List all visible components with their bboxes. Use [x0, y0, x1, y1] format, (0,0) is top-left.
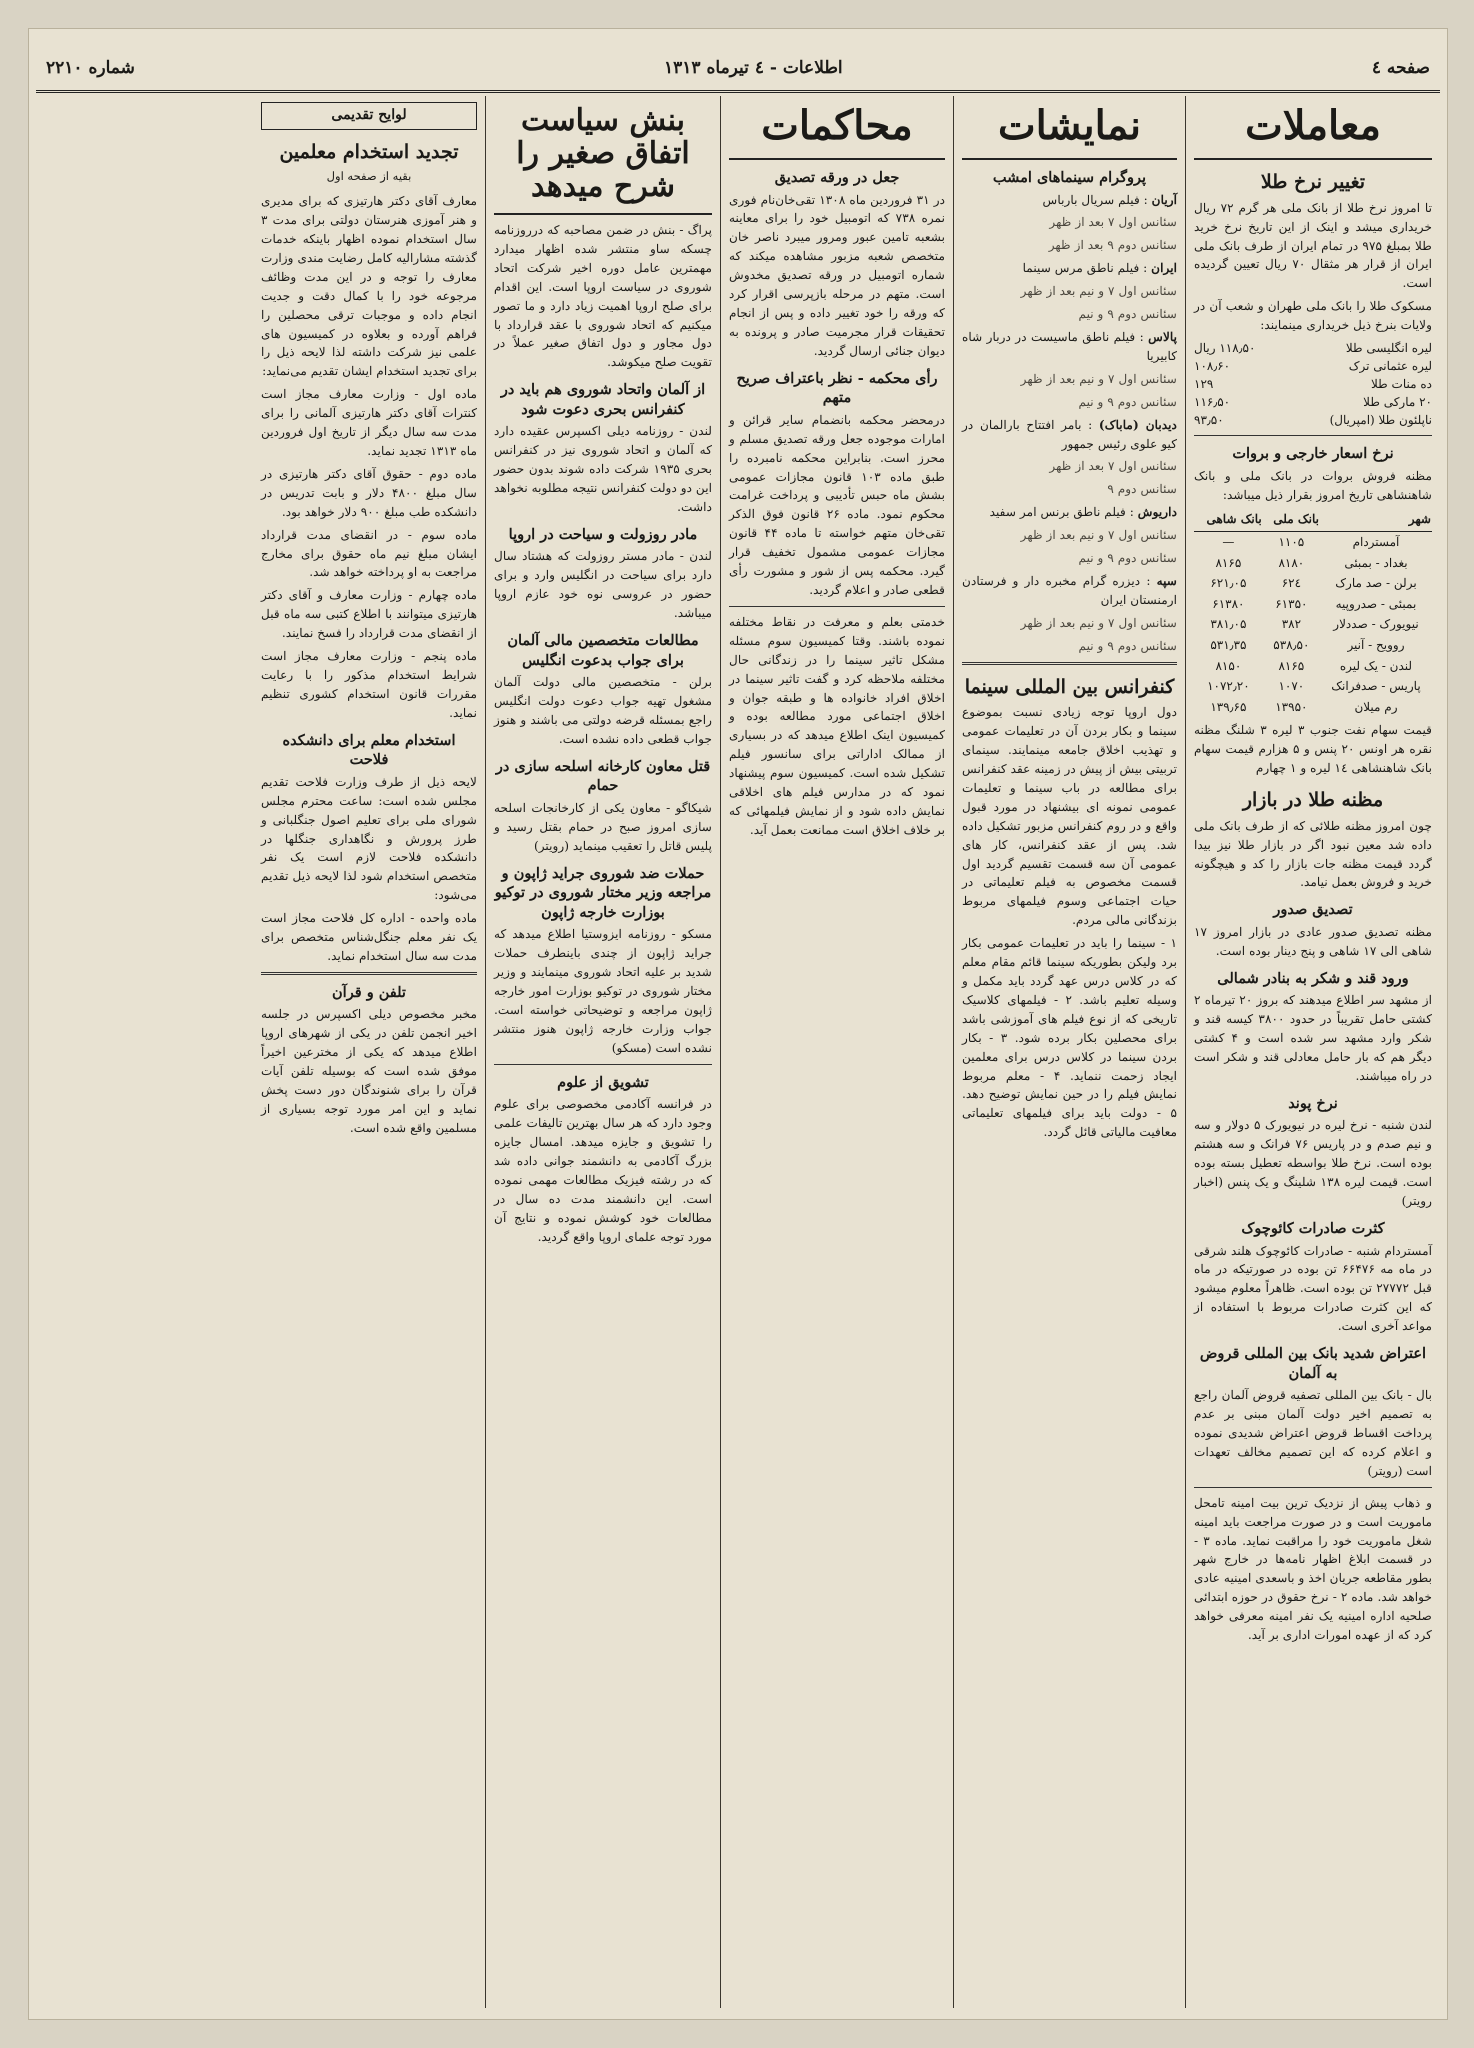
faculty-body: لایحه ذیل از طرف وزارت فلاحت تقدیم مجلس شده است: ساعت محترم مجلس شورای ملی برای تعلیم اصول جنگلبانی و طرز پرورش و نگاهداری جنگلها در دانشکده فلاحت لازم است یک نفر متخصص استخدام شود لذا لایحه ذیل تقدیم می‌شود: — [261, 774, 477, 903]
loan-title: اعتراض شدید بانک بین المللی قروض به آلمان — [1199, 1345, 1427, 1382]
table-row — [1194, 532, 1432, 553]
experts-title: مطالعات متخصصین مالی آلمان برای جواب بدعوت انگلیس — [507, 632, 699, 669]
naval-title: از آلمان واتحاد شوروی هم باید در کنفرانس بحری دعوت شود — [500, 381, 706, 418]
bills-title: تجدید استخدام معلمین — [279, 140, 459, 163]
table-row — [1194, 676, 1432, 697]
divider — [962, 662, 1177, 665]
list-item: دیدبان (ماباک) : بامر افتتاح بارالمان در کیو علوی رئیس جمهور سئانس اول ۷ بعد از ظهر سئانس دوم ۹ — [962, 416, 1177, 500]
column-politics — [485, 96, 720, 2008]
bill-article: ماده دوم - حقوق آقای دکتر هارتیزی در سال مبلغ ۴۸۰۰ دلار و بابت تدریس در دانشکده طب مبلغ ۹۰۰ دلار خواهد بود. — [261, 466, 477, 519]
ships-body: از مشهد سر اطلاع میدهند که بروز ۲۰ تیرماه ۲ کشتی حامل تقریباً در حدود ۳۸۰۰ کیسه قند و شکر وارد مشهد سر شده است و ۴ کشتی دیگر هم که بار حامل معادلی قند و شکر است در راه میباشند. — [1194, 993, 1433, 1083]
science-body: در فرانسه آکادمی مخصوصی برای علوم وجود دارد که هر سال بهترین تالیفات علمی را تشویق و جایزه میدهد. امسال جایزه بزرگ آکادمی به دانشمند جوانی داده شد که در رشته فیزیک مطالعات مهمی نموده است. این دانشمند مدت ده سال در مطالعات خود کوشش نموده و نتایج آن مورد توجه علمای اروپا واقع گردید. — [494, 1097, 712, 1244]
fx-city: نیویورک - صددلار — [1333, 617, 1419, 632]
cinema-film: فیلم ناطق مرس سینما — [1022, 261, 1140, 276]
faculty-title: استخدام معلم برای دانشکده فلاحت — [282, 731, 456, 769]
fx-city: لندن - یک لیره — [1339, 658, 1413, 673]
fx-melli: ۱۱۰۵ — [1278, 535, 1305, 549]
cinema-name: دیدبان (ماباک) — [1098, 417, 1177, 432]
fx-shahi: ۱۳۹٫۶۵ — [1210, 699, 1247, 714]
cinema-film: فیلم سریال بارباس — [1042, 192, 1140, 207]
coin-price: ۱۰۸٫۶۰ — [1194, 359, 1231, 374]
shows-banner: نمایشات — [962, 96, 1177, 160]
cinema-show: سئانس دوم ۹ و نیم — [1078, 394, 1177, 409]
cinema-name: سپه — [1156, 573, 1177, 588]
fx-intro: مظنه فروش بروات در بانک ملی و بانک شاهنشاهی تاریخ امروز بقرار ذیل میباشد: — [1194, 468, 1432, 502]
fx-shahi: ۵۳۱٫۳۵ — [1210, 637, 1247, 652]
fx-city: بمبئی - صدروپیه — [1335, 596, 1417, 611]
ships-title: ورود قند و شکر به بنادر شمالی — [1217, 969, 1409, 987]
continued-note: بقیه از صفحه اول — [326, 169, 412, 184]
coin-price: ۱۱۶٫۵۰ — [1194, 395, 1231, 410]
coin-price: ۱۲۹ — [1194, 377, 1214, 392]
conference-title: کنفرانس بین المللی سینما — [964, 675, 1175, 698]
decree-body: و ذهاب پیش از نزدیک ترین بیت امینه تامحل ماموریت است و در صورت مراجعت باید امینه شغل ماموریت خود را مراقبت نماید. ماده ۳ - در قسمت ابلاغ اظهار نامه‌ها در خارج شهر بطور مقاطعه جریان اخذ و باسعدی امینیه عادی خواهد شد. ماده ۲ - نرخ حقوق در حوزه ابتدائی صلحیه اداره امینیه یک نفر امینه معرفی خواهد کرد که از عهده امورات اداری بر آید. — [1194, 1495, 1432, 1643]
fx-shahi: ۸۱۶۵ — [1215, 555, 1242, 570]
bill-article: ماده پنجم - وزارت معارف مجاز است شرایط استخدام مذکور را با رعایت مقررات قانون استخدام کشوری تنظیم نماید. — [261, 649, 477, 720]
page-label: صفحه ٤ — [1371, 58, 1430, 78]
bill-article: ماده اول - وزارت معارف مجاز است کنترات آقای دکتر هارتیزی آلمانی را برای مدت سه سال دیگر از تاریخ اول فروردین ماه ۱۳۱۳ تجدید نماید. — [261, 387, 477, 458]
list-item: سپه : دیزره گرام مخبره دار و فرستادن ارمنستان ایران سئانس اول ۷ و نیم بعد از ظهر سئانس دوم ۹ و نیم — [962, 572, 1177, 656]
forgery-title: جعل در ورقه تصدیق — [774, 169, 900, 186]
conference-body: دول اروپا توجه زیادی نسبت بموضوع سینما و بکار بردن آن در تعلیمات عمومی و تهذیب اخلاق جامعه مینمایند. سینمای تربیتی بیش از پیش در زمینه عقد کنفرانس برای مطالعه در باب سینما و تعلیمات عمومی نمونه ای بیشنهاد در مورد قبول واقع و در روم کنفرانس مزبور تشکیل داده شد. پس از عقد کنفرانس، کار های عمومی آن سه قسمت تقسیم گردید اول قسمت مخصوص به فیلم تعلیماتی در حیات اجتماعی وسوم فیلمهای مربوط بزندگانی مالی مردم. — [962, 705, 1177, 928]
divider — [494, 1064, 712, 1065]
fx-melli: ۱۰۷۰ — [1278, 679, 1305, 694]
bill-article: ماده چهارم - وزارت معارف و آقای دکتر هارتیزی میتوانند با اطلاع کتبی سه ماه قبل از انقضای مدت قرارداد را فسخ نمایند. — [261, 588, 477, 641]
factory-title: قتل معاون کارخانه اسلحه سازی در حمام — [495, 757, 711, 795]
fx-shahi: ۶۱۳۸۰ — [1212, 596, 1245, 611]
newspaper-page — [28, 28, 1448, 2020]
issue-label: شماره ٢٢١٠ — [46, 58, 135, 78]
naval-body: لندن - روزنامه دیلی اکسپرس عقیده دارد که آلمان و اتحاد شوروی نیز در کنفرانس بحری ۱۹۳۵ شرکت داده شوند بدون حضور این دو دولت کنفرانس نتیجه مطلوبه نخواهد داشت. — [494, 424, 712, 514]
fx-melli: ۱۳۹۵۰ — [1275, 699, 1308, 714]
fx-city: آمستردام — [1352, 535, 1400, 549]
tourism-body: لندن - مادر مستر روزولت که هشتاد سال دارد برای سیاحت در انگلیس وارد و برای حضور در عروسی نوه خود عازم اروپا میباشد. — [494, 549, 712, 621]
column-bills — [253, 96, 485, 2008]
experts-body: برلن - متخصصین مالی دولت آلمان مشغول تهیه جواب دعوت دولت انگلیس راجع بمسئله قرضه دولتی می باشند و هنوز جواب قطعی داده نشده است. — [494, 675, 712, 746]
cinema-show: سئانس اول ۷ بعد از ظهر — [1049, 459, 1177, 474]
cinema-film: فیلم ناطق برنس امر سفید — [989, 505, 1126, 520]
pound-body: لندن شنبه - نرخ لیره در نیویورک ۵ دولار و سه و نیم صدم و در پاریس ۷۶ فرانک و سه هشتم بوده است. نرخ طلا بواسطه تعطیل بسته بوده است. قیمت لیره ۱۳۸ شلینگ و یک پنس (اخبار رویتر) — [1194, 1118, 1432, 1209]
forgery-body: در ۳۱ فروردین ماه ۱۳۰۸ تقی‌خان‌نام فوری نمره ۷۳۸ که اتومبیل خود را برای معاینه بشعبه تامین عبور ومرور میبرد ناصر خان متخصص شعبه مزبور مشاهده میکند که شماره اتومبیل در ورقه تصدیق مخدوش است. متهم در مرحله بازپرسی اقرار کرد که ورقه را خود تغییر داده و پس از انجام تحقیقات قرار مجرمیت صادر و پرونده به دیوان جنائی ارسال گردید. — [729, 192, 946, 358]
cinema-name: ایران — [1151, 261, 1177, 276]
verdict-body: درمحضر محکمه بانضمام سایر قرائن و امارات موجوده جعل ورقه تصدیق مسلم و محرز است. بنابراین محکمه نامبرده را طبق ماده ۱۰۳ قانون مجازات عمومی بشش ماه حبس تأدیبی و پرداخت غرامت محکوم نمود. ماده ۲۶ قانون فوق الذکر تقی‌خان متهم خواسته تا ماده ۴۴ قانون مجازات عمومی مشمول تخفیف قرار گیرد. محکمه پس از شور و مشورت رأی قطعی صادر و اعلام گردید. — [729, 412, 945, 597]
fx-title: نرخ اسعار خارجی و بروات — [1232, 445, 1394, 463]
fx-shahi: ۸۱۵۰ — [1215, 658, 1242, 673]
coin-row — [1194, 339, 1432, 357]
coin-price: ۹۳٫۵۰ — [1194, 413, 1224, 428]
fx-city: روویح - آنیر — [1347, 637, 1405, 652]
japan-body: مسکو - روزنامه ایزوستیا اطلاع میدهد که جراید ژاپون از چندی باینطرف حملات شدید بر علیه اتحاد شوروی مینمایند و وزیر مختار شوروی در توکیو بوزارت امور خارجه ژاپون مراجعه و توضیحاتی خواسته است. جواب وزارت خارجه ژاپون هنوز منتشر نشده است (مسکو) — [494, 927, 712, 1055]
trials-banner: محاکمات — [729, 96, 945, 160]
gold-body: تا امروز نرخ طلا از بانک ملی هر گرم ۷۲ ریال خریداری میشد و اینک از این تاریخ نرخ خرید طلا بمبلغ ۹۷۵ در تمام ایران از طرف بانک ملی ایران از قرار هر مثقال ۷۰ ریال تعیین گردیده است. — [1194, 200, 1432, 291]
divider — [729, 606, 945, 607]
telephone-title: تلفن و قرآن — [332, 983, 406, 1001]
divider — [261, 972, 477, 975]
date-line: اطلاعات - ٤ تیرماه ١٣١٣ — [664, 58, 843, 78]
fx-table — [1194, 508, 1432, 717]
politics-lead: پراگ - بنش در ضمن مصاحبه که درروزنامه چسکه ساو منتشر شده اظهار میدارد مهمترین عامل دوره اخیر شرکت اتحاد شوروی در سیاست اروپا است. این اقدام برای صلح اروپا اهمیت زیاد دارد و ما تصور میکنیم که اتحاد شوروی با عقد قرارداد با دول مجاور و دول اتفاق صغیر عملاً در تقویت صلح میکوشد. — [494, 223, 712, 370]
tourism-title: مادر روزولت و سیاحت در اروپا — [508, 525, 698, 543]
cinema-show: سئانس دوم ۹ و نیم — [1078, 638, 1177, 653]
fx-melli: ۶۱۳۵۰ — [1275, 596, 1308, 611]
cinema-list — [962, 191, 1177, 656]
fx-header-cell: شهر — [1320, 508, 1432, 531]
table-row — [1194, 573, 1432, 594]
cinema-show: سئانس دوم ۹ بعد از ظهر — [1048, 238, 1177, 253]
science-title: تشویق از علوم — [557, 1073, 649, 1091]
fx-melli: ۶۲٤ — [1281, 576, 1302, 591]
cinema-show: سئانس اول ۷ و نیم بعد از ظهر — [1020, 528, 1177, 543]
export-title: تصدیق صدور — [1273, 901, 1353, 919]
coin-name: ده منات طلا — [1371, 377, 1432, 392]
cinema-show: سئانس دوم ۹ و نیم — [1078, 551, 1177, 566]
coin-list — [1194, 339, 1432, 429]
fx-header-row — [1194, 508, 1432, 531]
fx-header-cell: بانک شاهی — [1194, 508, 1263, 531]
list-item: پالاس : فیلم ناطق ماسیست در دربار شاه کابیریا سئانس اول ۷ و نیم بعد از ظهر سئانس دوم ۹ و نیم — [962, 328, 1177, 412]
table-row — [1194, 553, 1432, 574]
single-article: ماده واحده - اداره کل فلاحت مجاز است یک نفر معلم جنگل‌شناس متخصص برای مدت سه سال استخدام نماید. — [261, 911, 477, 963]
column-shows — [953, 96, 1185, 2008]
fx-header-cell: بانک ملی — [1263, 508, 1320, 531]
bazaar-title: مظنه طلا در بازار — [1242, 789, 1384, 812]
pound-title: نرخ پوند — [1288, 1094, 1338, 1112]
fx-melli: ۸۱۶۵ — [1278, 658, 1305, 673]
fx-shahi: — — [1222, 535, 1235, 549]
columns — [36, 96, 1440, 2008]
trials-continued-body: خدمتی بعلم و معرفت در نقاط مختلفه نموده باشند. وقتا کمیسیون سوم مسئله مشکل تاثیر سینما را در زندگانی حال مختلفه ملاحظه کرد و گفت تاثیر سینما در اخلاق افراد خانواده ها و طبقه جوان و اخلاق اجتماعی مورد مطالعه بوده و کمیسیون اینک اطلاع میدهد که در بسیاری از ممالک اداراتی برای سانسور فیلم تشکیل شده است. کمیسیون سوم پیشنهاد نمود که در مدارس فیلم های اخلاقی نمایش داده شود و از نمایش فیلمهائی که بر خلاف اخلاق است ممانعت بعمل آید. — [729, 614, 945, 837]
cinema-name: آریان — [1151, 192, 1177, 207]
cinema-show: سئانس دوم ۹ — [1107, 482, 1177, 497]
cinema-name: پالاس — [1148, 330, 1178, 344]
coin-name: لیره انگلیسی طلا — [1345, 341, 1432, 356]
fx-shahi: ۶۲۱٫۰۵ — [1210, 576, 1247, 591]
column-transactions — [1185, 96, 1440, 2008]
table-row — [1194, 614, 1432, 635]
bill-article: ماده سوم - در انقضای مدت قرارداد ایشان مبلغ نیم ماه حقوق برای مخارج مراجعت به او پرداخته خواهد شد. — [261, 527, 477, 580]
list-item: ایران : فیلم ناطق مرس سینما سئانس اول ۷ و نیم بعد از ظهر سئانس دوم ۹ و نیم — [962, 259, 1177, 324]
cinema-name: داریوش — [1137, 505, 1177, 520]
gold-title: تغییر نرخ طلا — [1260, 171, 1366, 193]
table-row — [1194, 635, 1432, 656]
coin-name: لیره عثمانی ترک — [1348, 359, 1432, 374]
bills-header: لوایح تقدیمی — [261, 102, 477, 130]
transactions-banner: معاملات — [1194, 96, 1432, 160]
fx-shahi: ۳۸۱٫۰۵ — [1210, 617, 1247, 632]
cinema-show: سئانس اول ۷ و نیم بعد از ظهر — [1020, 284, 1177, 299]
coin-row — [1194, 393, 1432, 411]
rubber-body: آمستردام شنبه - صادرات کائوچوک هلند شرقی در ماه مه ۶۶۴۷۶ تن بوده در صورتیکه در ماه قبل ۲۷۷۷۲ تن بوده است. ظاهراً معلوم میشود که این کثرت صادرات مربوط با استفاده از مواعد آخری است. — [1194, 1243, 1433, 1334]
cinema-show: سئانس دوم ۹ و نیم — [1078, 307, 1177, 322]
program-title: پروگرام سینماهای امشب — [992, 169, 1147, 186]
bazaar-body: چون امروز مظنه طلائی که از طرف بانک ملی داده شد معین نبود اگر در بازار طلا نیز بیدا گردد قیمت مظنه جات بازار را کد و هیچگونه خرید و فروش بعمل نیامد. — [1194, 818, 1432, 890]
loan-body: بال - بانک بین المللی تصفیه قروض آلمان راجع به تصمیم اخیر دولت آلمان مبنی بر عدم پرداخت اقساط قروض اعتراض شدیدی نموده و اعلام کرده که این تصمیم مخالف تعهدات است (رویتر) — [1194, 1388, 1432, 1478]
fx-melli: ۵۳۸٫۵۰ — [1273, 637, 1310, 652]
cinema-film: بامر افتتاح بارالمان در کیو علوی رئیس جمهور — [962, 417, 1177, 451]
coin-price: ۱۱۸٫۵۰ ریال — [1194, 341, 1256, 356]
telephone-body: مخبر مخصوص دیلی اکسپرس در جلسه اخیر انجمن تلفن در یکی از شهرهای اروپا اطلاع میدهد که یکی از مخترعین اخیراً موفق شده است که بوسیله تلفن آیات قرآن را برای شنوندگان دور دست پخش نماید و این امر مورد توجه بسیاری از مسلمین واقع شده است. — [261, 1007, 477, 1135]
cinema-show: سئانس اول ۷ و نیم بعد از ظهر — [1020, 371, 1177, 386]
fx-shahi: ۱۰۷۲٫۲۰ — [1207, 679, 1250, 694]
list-item: داریوش : فیلم ناطق برنس امر سفید سئانس اول ۷ و نیم بعد از ظهر سئانس دوم ۹ و نیم — [962, 503, 1177, 568]
fx-melli: ۳۸۲ — [1281, 617, 1302, 632]
cinema-show: سئانس اول ۷ و نیم بعد از ظهر — [1020, 615, 1177, 630]
fx-city: پاریس - صدفرانک — [1331, 679, 1421, 694]
export-body: مظنه تصدیق صدور عادی در بازار امروز ۱۷ شاهی الی ۱۷ شاهی و پنج دینار بوده است. — [1194, 924, 1432, 958]
coin-name: ۲۰ مارکی طلا — [1363, 395, 1432, 410]
divider — [1194, 1487, 1432, 1488]
fx-city: رم میلان — [1354, 699, 1398, 714]
coin-row — [1194, 375, 1432, 393]
table-row — [1194, 656, 1432, 677]
factory-body: شیکاگو - معاون یکی از کارخانجات اسلحه سازی امروز صبح در حمام بقتل رسید و پلیس قاتل را تعقیب مینماید (رویتر) — [494, 800, 712, 853]
coin-row — [1194, 411, 1432, 429]
coins-intro: مسکوک طلا را بانک ملی طهران و شعب آن در ولایات بنرخ ذیل خریداری مینمایند: — [1194, 299, 1432, 333]
table-row — [1194, 594, 1432, 615]
fx-city: برلن - صد مارک — [1335, 576, 1417, 591]
cinema-film: فیلم ناطق ماسیست در دربار شاه کابیریا — [962, 330, 1177, 363]
coin-name: ناپلئون طلا (امپریال) — [1329, 413, 1432, 428]
japan-title: حملات ضد شوروی جراید ژاپون و مراجعه وزیر مختار شوروی در توکیو بوزارت خارجه ژاپون — [494, 864, 712, 921]
fx-melli: ۸۱۸۰ — [1278, 555, 1305, 570]
list-item: آریان : فیلم سریال بارباس سئانس اول ۷ بعد از ظهر سئانس دوم ۹ بعد از ظهر — [962, 191, 1177, 256]
cinema-film: دیزره گرام مخبره دار و فرستادن ارمنستان ایران — [962, 573, 1177, 607]
conference-more: ۱ - سینما را باید در تعلیمات عمومی بکار برد ولیکن بطوریکه سینما قائم مقام معلم که در کلاس درس عهد گردد باید مکمل و وسیله تعلیم باشد. ۲ - فیلمهای کلاسیک تاریخی که از نوع فیلم های آموزشی باشد برای محصلین بکار برده شود. ۳ - بکار بردن سینما در کلاس درس برای معلمین ایجاد زحمت ننماید. ۴ - معلم مربوط نمایش فیلم را در حین نمایش توضیح دهد. ۵ - دولت باید برای فیلمهای تعلیماتی معافیت مالیاتی قائل گردد. — [962, 936, 1178, 1140]
fx-note: قیمت سهام نفت جنوب ۳ لیره ۳ شلنگ مظنه نقره هر اونس ۲۰ پنس و ۵ هزارم قیمت سهام بانک شاهنشاهی ۱٤ لیره و ۱ چهارم — [1194, 723, 1432, 776]
rubber-title: کثرت صادرات کائوچوک — [1241, 1219, 1385, 1237]
politics-banner: بنش سیاست اتفاق صغیر را شرح میدهد — [494, 96, 712, 215]
table-row — [1194, 697, 1432, 718]
masthead — [36, 46, 1440, 93]
bills-body: معارف آقای دکتر هارتیزی که برای مدیری و هنر آموزی هنرستان دولتی برای مدت ۳ سال استخدام نموده اظهار باینکه خدمات گذشته مشارالیه کامل رضایت مندی وزارت معارف را توجه و در این مدت وظائف مرجوعه خود را با کمال دقت و جدیت انجام داده و موجبات ترقی محصلین را فراهم آورده و بعلاوه در کمیسیون های علمی نیز شرکت داشته لذا لایحه ذیل را برای تجدید استخدام ایشان تقدیم می‌نماید: — [261, 194, 477, 379]
cinema-show: سئانس اول ۷ بعد از ظهر — [1049, 215, 1177, 230]
coin-row — [1194, 357, 1432, 375]
divider — [1194, 435, 1432, 436]
verdict-title: رأی محکمه - نظر باعتراف صریح متهم — [736, 369, 938, 407]
column-trials — [720, 96, 953, 2008]
fx-city: بغداد - بمبئی — [1344, 555, 1408, 570]
